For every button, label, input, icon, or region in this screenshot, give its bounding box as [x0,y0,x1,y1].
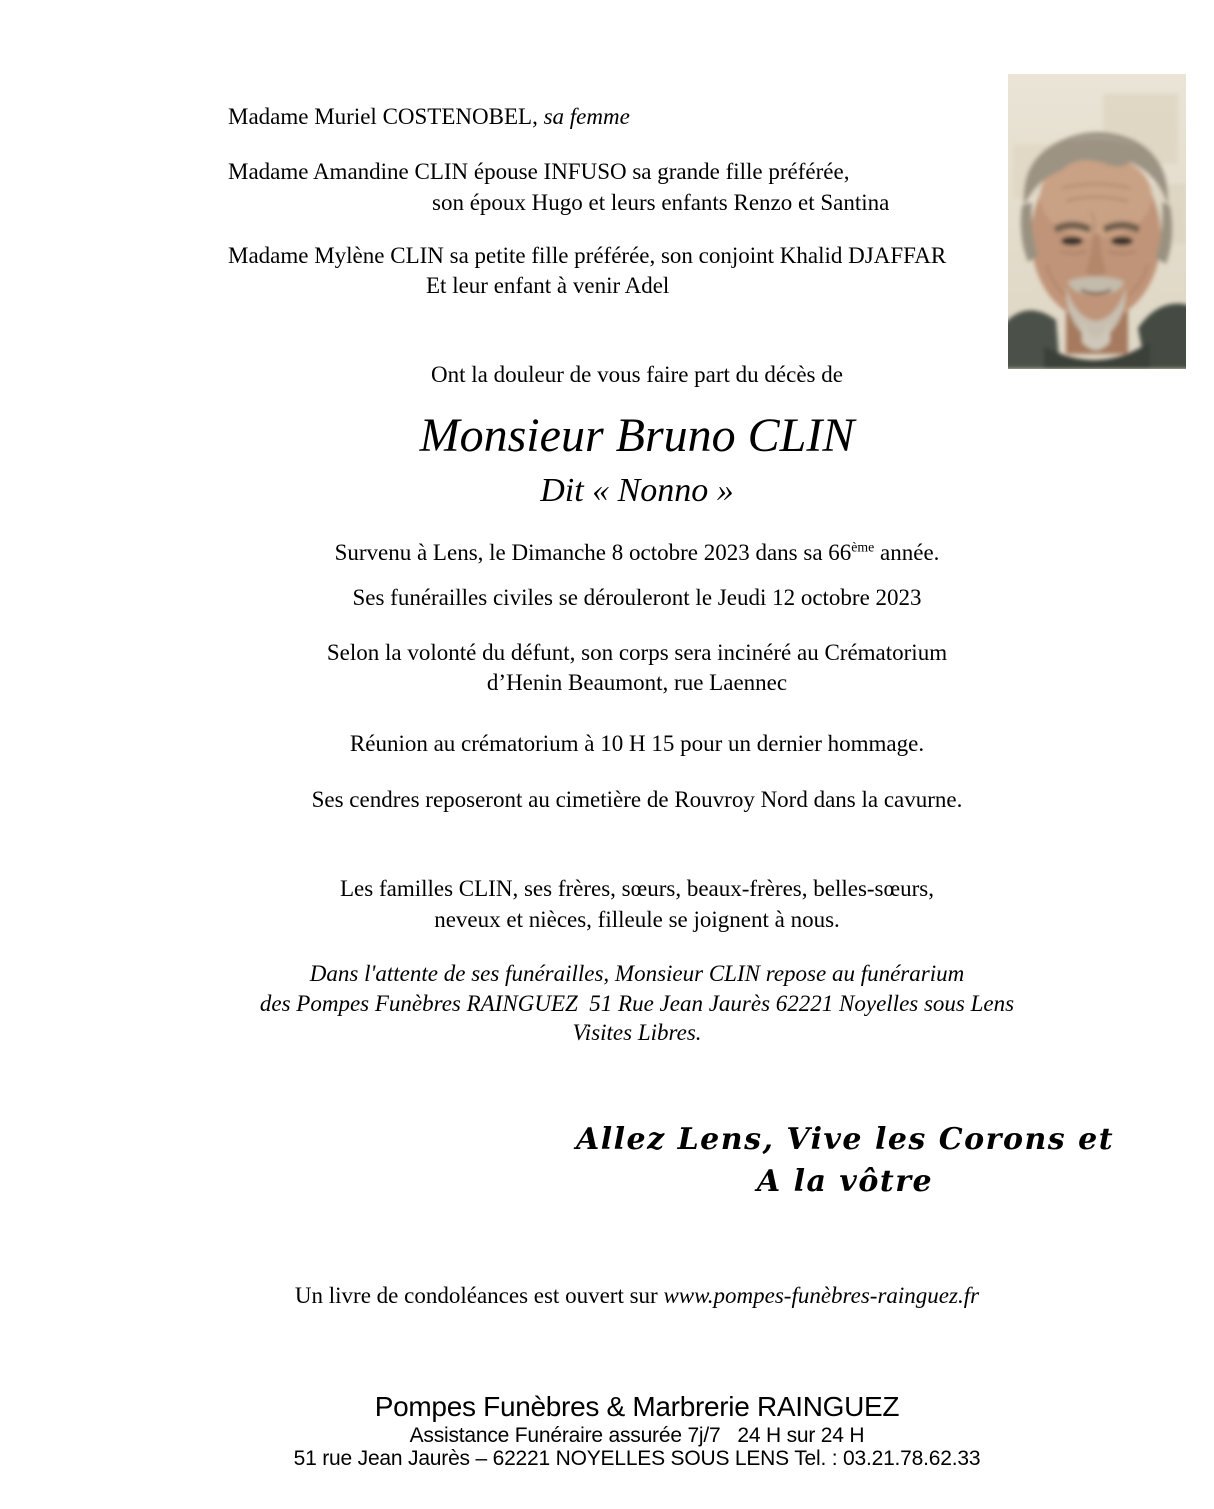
condolences-text: Un livre de condoléances est ouvert sur [294,1283,664,1308]
families-line2: neveux et nièces, filleule se joignent à nous. [434,907,840,932]
cremation-line2: d’Henin Beaumont, rue Laennec [486,670,788,695]
funeral-date-line: Ses funérailles civiles se dérouleront le Jeudi 12 octobre 2023 [352,585,922,610]
tribute-line2: A la vôtre [756,1164,934,1199]
funeral-home-address: 51 rue Jean Jaurès – 62221 NOYELLES SOUS LENS Tel. : 03.21.78.62.33 [293,1447,981,1470]
repose-line3: Visites Libres. [572,1020,702,1045]
portrait-photo [1008,74,1186,369]
family-line-daughter1-cont: son époux Hugo et leurs enfants Renzo et Santina [432,190,890,215]
death-date-ordinal: ème [851,539,875,555]
meeting-line: Réunion au crématorium à 10 H 15 pour un dernier hommage. [349,731,925,756]
wife-name: Madame Muriel COSTENOBEL, [228,104,544,129]
funeral-home-assistance: Assistance Funéraire assurée 7j/7 24 H sur 24 H [409,1424,865,1447]
repose-line1: Dans l'attente de ses funérailles, Monsieur CLIN repose au funérarium [309,961,965,986]
ashes-line: Ses cendres reposeront au cimetière de Rouvroy Nord dans la cavurne. [311,787,963,812]
repose-line2: des Pompes Funèbres RAINGUEZ 51 Rue Jean Jaurès 62221 Noyelles sous Lens [259,991,1015,1016]
announcement-intro: Ont la douleur de vous faire part du décès de [431,362,843,387]
death-date-line [70,540,1204,566]
families-line1: Les familles CLIN, ses frères, sœurs, beaux-frères, belles-sœurs, [340,876,934,901]
family-line-daughter1: Madame Amandine CLIN épouse INFUSO sa grande fille préférée, [228,159,850,184]
portrait-photo-svg [1008,74,1186,369]
funeral-home-name: Pompes Funèbres & Marbrerie RAINGUEZ [374,1391,900,1422]
death-date-post: année. [874,540,940,565]
wife-relation: sa femme [543,104,630,129]
deceased-nickname: Dit « Nonno » [540,472,734,509]
deceased-name: Monsieur Bruno CLIN [419,409,855,462]
family-line-wife [228,104,630,130]
cremation-line1: Selon la volonté du défunt, son corps sera incinéré au Crématorium [326,640,948,665]
tribute-line1: Allez Lens, Vive les Corons et [575,1122,1115,1157]
family-line-daughter2: Madame Mylène CLIN sa petite fille préférée, son conjoint Khalid DJAFFAR [228,243,947,268]
family-line-daughter2-cont: Et leur enfant à venir Adel [426,273,670,298]
condolences-url: www.pompes-funèbres-rainguez.fr [663,1283,980,1308]
death-date-pre: Survenu à Lens, le Dimanche 8 octobre 2023 dans sa 66 [334,540,852,565]
condolences-line [70,1283,1204,1309]
